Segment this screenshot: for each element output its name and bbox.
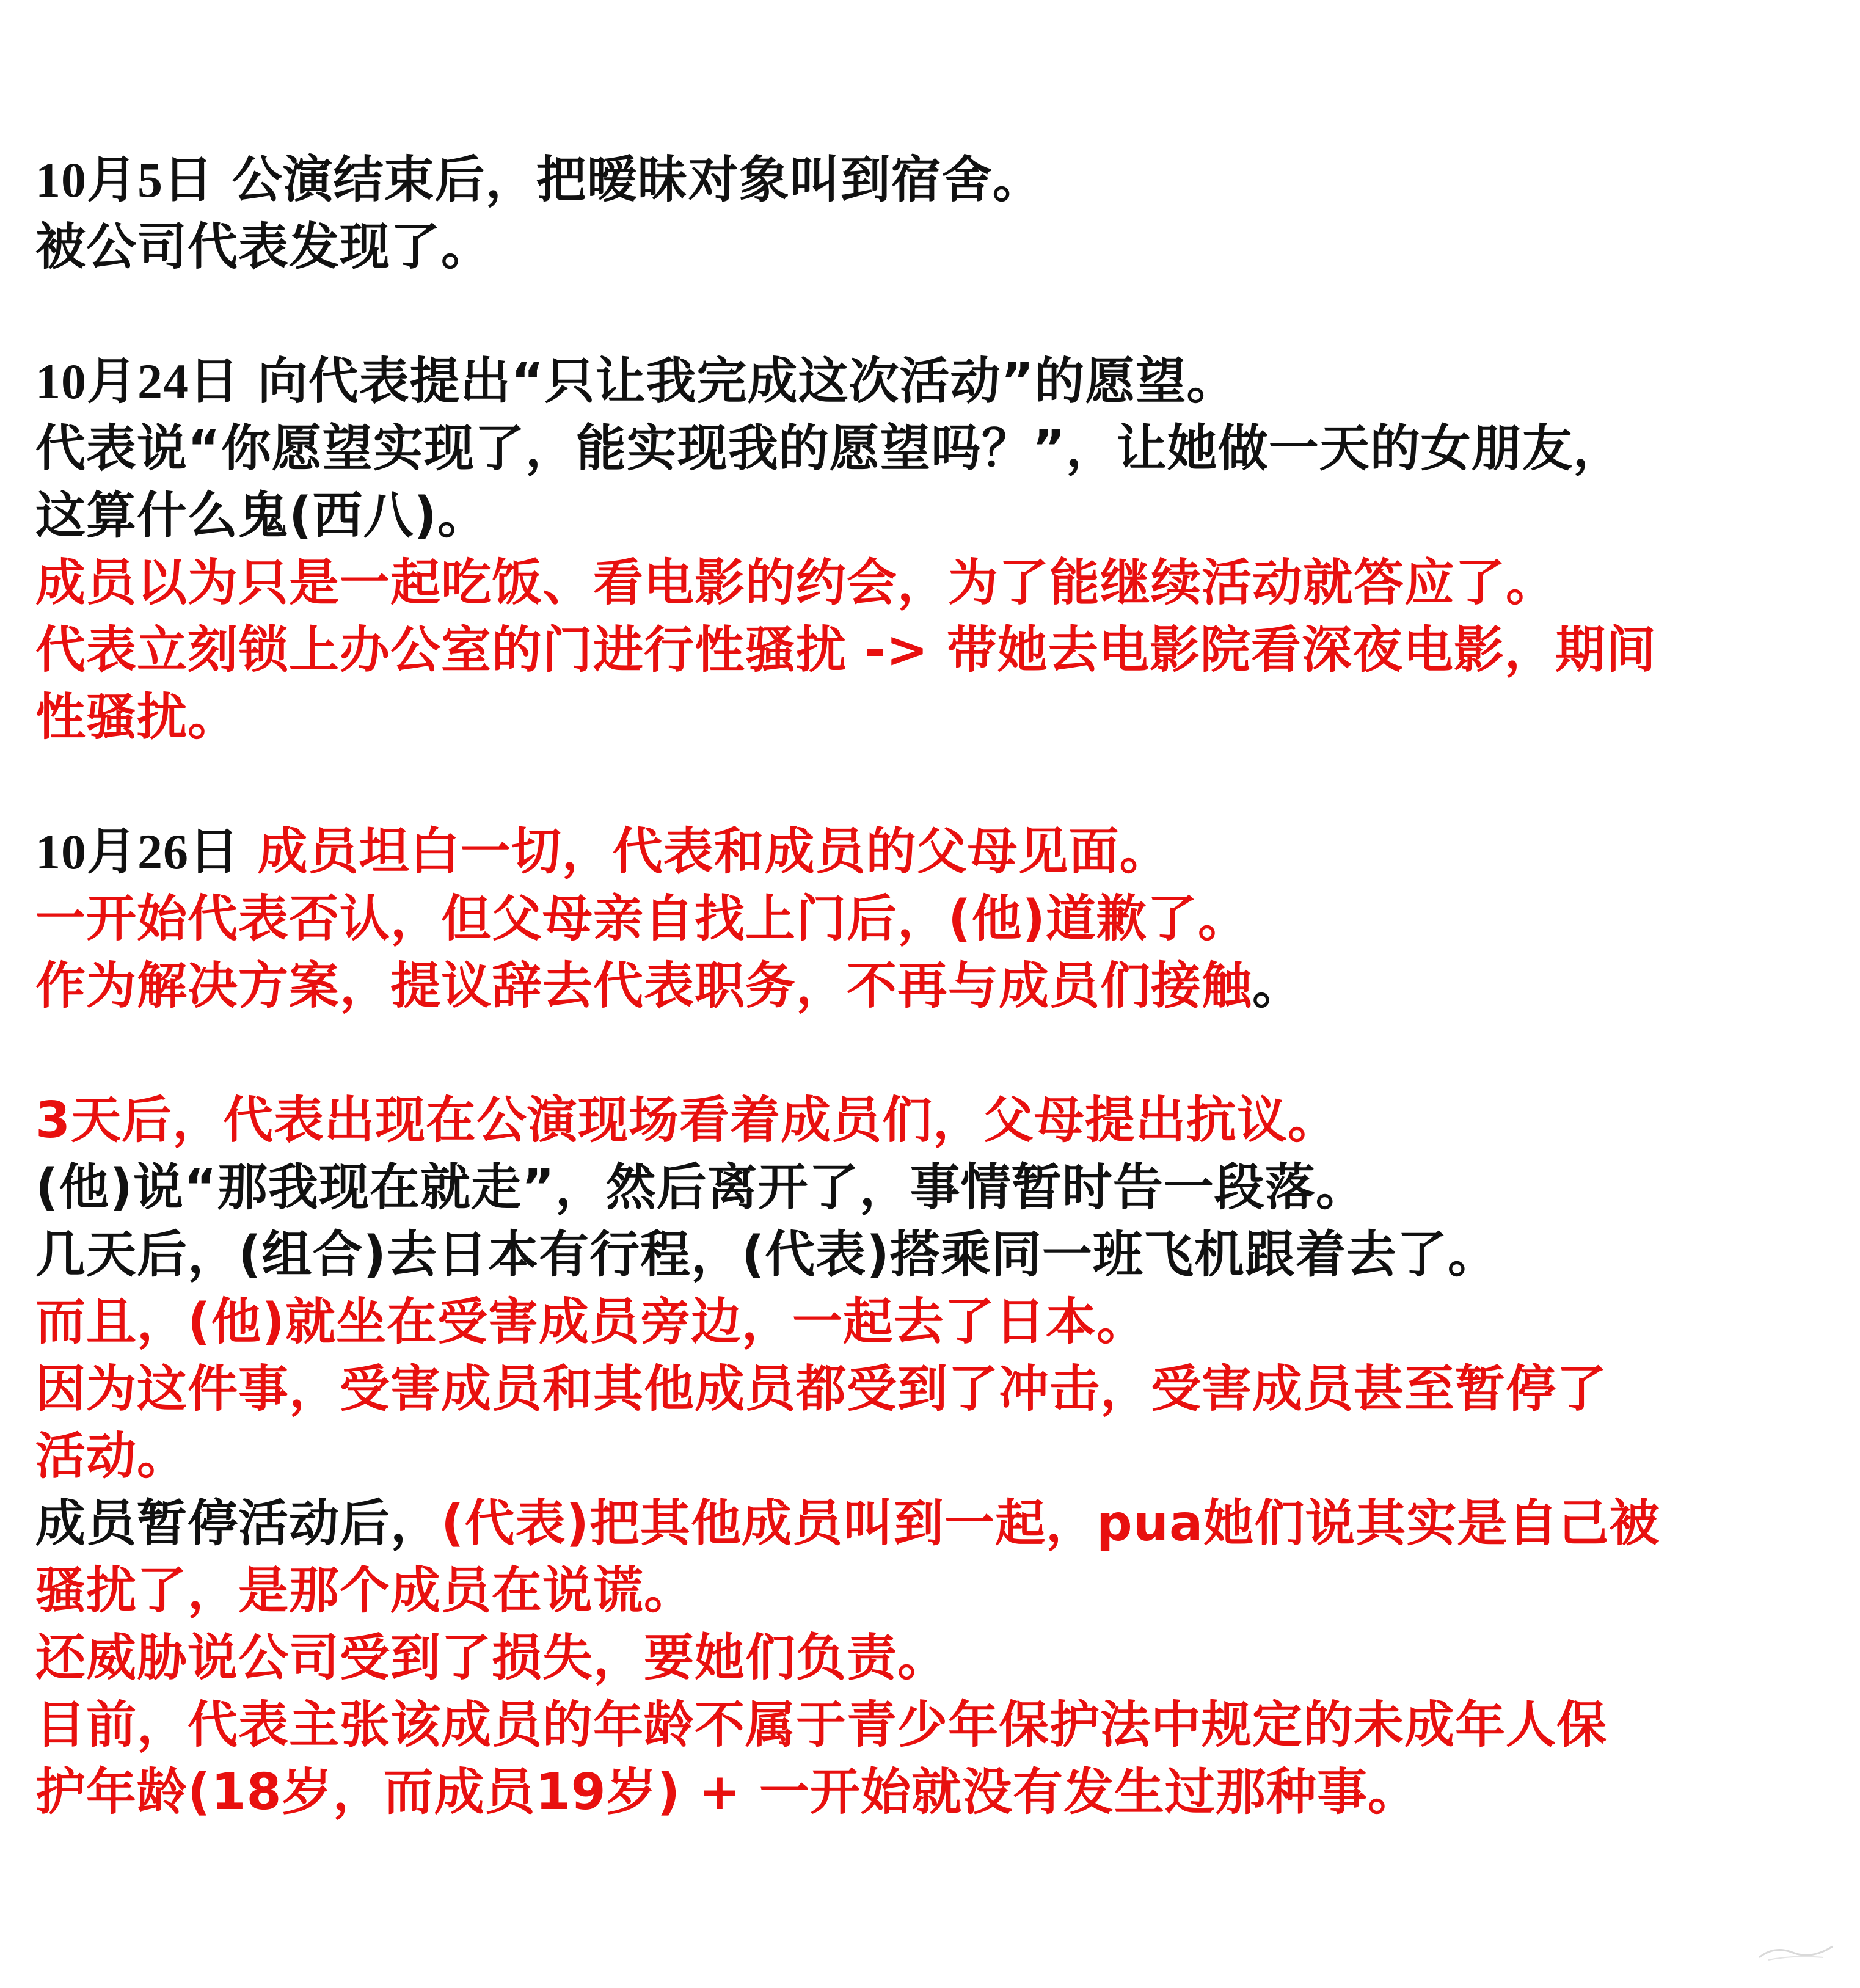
p2-line-3: 这算什么鬼(西八)。 (35, 487, 488, 545)
p3-line-3 (35, 953, 1844, 1020)
p2-line-5: 代表立刻锁上办公室的门进行性骚扰 -> 带她去电影院看深夜电影，期间 (35, 621, 1657, 679)
p3-line-3-text: 作为解决方案，提议辞去代表职务，不再与成员们接触 (35, 957, 1253, 1015)
p4-line-3: 几天后，(组合)去日本有行程，(代表)搭乘同一班飞机跟着去了。 (35, 1226, 1498, 1284)
p3-line-1-text: 成员坦白一切，代表和成员的父母见面。 (239, 823, 1170, 881)
p3-line-1 (35, 818, 1844, 886)
p4-line-6: 活动。 (35, 1427, 188, 1485)
document-body (35, 147, 1844, 1826)
p4-line-1: 3天后，代表出现在公演现场看着成员们，父母提出抗议。 (35, 1091, 1339, 1149)
p4-line-11: 护年龄(18岁，而成员19岁) + 一开始就没有发生过那种事。 (35, 1763, 1418, 1821)
p2-date: 10月24日 (35, 354, 240, 409)
p4-line-4: 而且，(他)就坐在受害成员旁边，一起去了日本。 (35, 1293, 1147, 1351)
p4-line-8: 骚扰了，是那个成员在说谎。 (35, 1562, 695, 1620)
p3-line-3-end: 。 (1252, 957, 1304, 1015)
p2-line-6: 性骚扰。 (35, 688, 239, 746)
p4-line-7 (35, 1490, 1844, 1557)
p2-line-1-text: 向代表提出“只让我完成这次活动”的愿望。 (239, 352, 1238, 410)
p1-date: 10月5日 (35, 152, 214, 208)
paragraph-gap (35, 751, 1844, 818)
paragraph-gap (35, 1020, 1844, 1087)
p4-line-7-black: 成员暂停活动后， (35, 1495, 442, 1553)
p1-line-2: 被公司代表发现了。 (35, 218, 492, 276)
p4-line-7-red: (代表)把其他成员叫到一起，pua她们说其实是自己被 (441, 1495, 1660, 1553)
watermark-icon (1756, 1939, 1836, 1964)
p3-line-2: 一开始代表否认，但父母亲自找上门后，(他)道歉了。 (35, 890, 1249, 948)
p4-line-10: 目前，代表主张该成员的年龄不属于青少年保护法中规定的未成年人保 (35, 1696, 1608, 1754)
p4-line-9: 还威胁说公司受到了损失，要她们负责。 (35, 1629, 949, 1687)
p4-line-5: 因为这件事，受害成员和其他成员都受到了冲击，受害成员甚至暂停了 (35, 1360, 1608, 1418)
p2-line-4: 成员以为只是一起吃饭、看电影的约会，为了能继续活动就答应了。 (35, 554, 1557, 612)
p1-line-1-text: 公演结束后，把暧昧对象叫到宿舍。 (214, 151, 1043, 209)
p1-line-1 (35, 147, 1844, 214)
paragraph-gap (35, 281, 1844, 348)
p2-line-1 (35, 348, 1844, 415)
p3-date: 10月26日 (35, 824, 240, 879)
p2-line-2: 代表说“你愿望实现了，能实现我的愿望吗？”，让她做一天的女朋友， (35, 420, 1624, 478)
p4-line-2: (他)说“那我现在就走”，然后离开了，事情暂时告一段落。 (35, 1159, 1366, 1217)
